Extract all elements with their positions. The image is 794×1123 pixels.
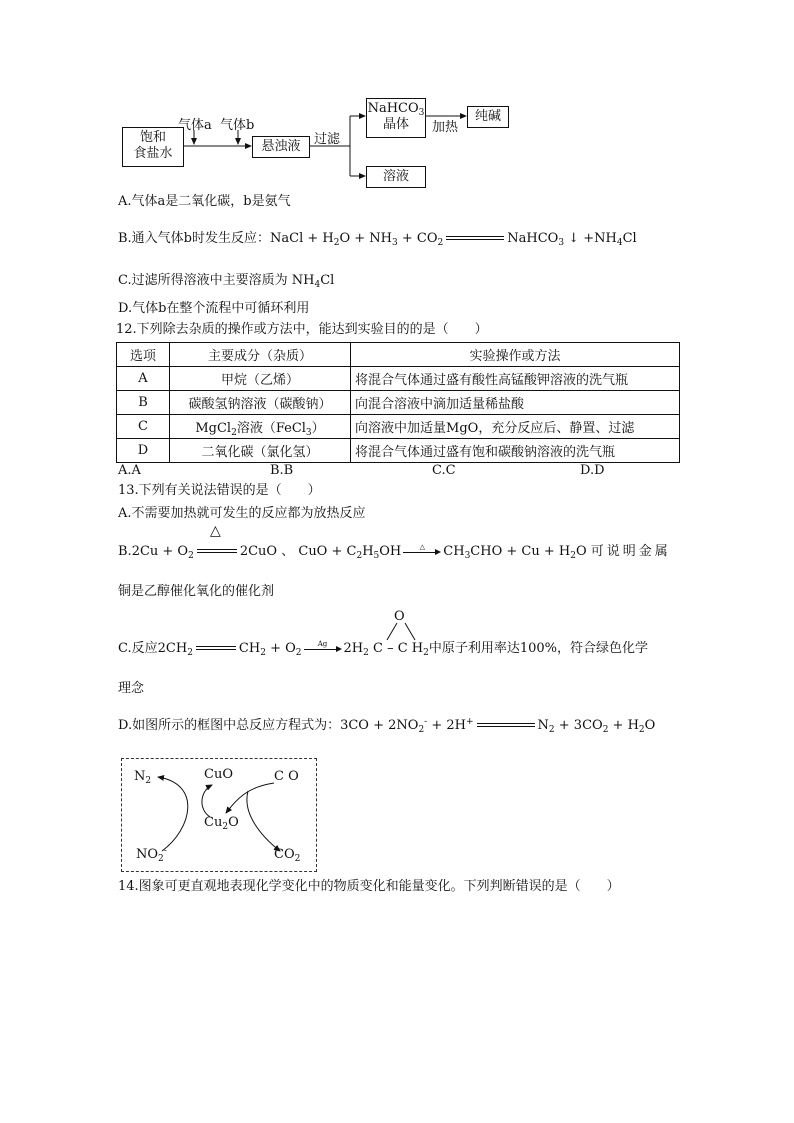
- q13-option-a: A.不需要加热就可发生的反应都为放热反应: [118, 506, 366, 521]
- q11-option-c: C.过滤所得溶液中主要溶质为 $NH_4Cl$: [118, 273, 335, 290]
- reaction-arrow: Ag: [304, 644, 342, 654]
- soda-ash-box: 纯碱: [467, 106, 509, 128]
- q13-option-b-cont: 铜是乙醇催化氧化的催化剂: [118, 584, 275, 599]
- q11-option-d: D.气体b在整个流程中可循环利用: [118, 301, 310, 316]
- gas-b-label: 气体b: [220, 118, 255, 133]
- q12-answer-d: D.D: [580, 463, 605, 478]
- equals-sign: [477, 721, 535, 731]
- no2-label: $NO_2^-$: [136, 846, 167, 864]
- svg-text:O: O: [394, 609, 405, 624]
- co2-label: $CO_2$: [274, 847, 301, 864]
- table-header-row: 选项 主要成分（杂质） 实验操作或方法: [117, 343, 680, 367]
- co-label: C O: [274, 769, 299, 784]
- heat-triangle-icon: △: [210, 523, 221, 539]
- q12-options-table: [116, 342, 680, 463]
- double-bond: [196, 644, 236, 654]
- table-row: D 二氧化碳（氯化氢） 将混合气体通过盛有饱和碳酸钠溶液的洗气瓶: [117, 439, 680, 463]
- equals-sign: [197, 547, 237, 557]
- q13-stem: 13.下列有关说法错误的是（ ）: [118, 483, 321, 498]
- filter-label: 过滤: [314, 132, 341, 147]
- q12-answer-a: A.A: [118, 463, 141, 478]
- arrow-no2-to-n2: [158, 777, 188, 851]
- q13-option-c: C.反应$2CH_2$ $CH_2 + O_2$ Ag $2H_2$ C – C $H_2$中原子利用率达100%，符合绿色化学: [118, 639, 649, 658]
- nahco3-crystal-box: NaHCO$_3$ 晶体: [366, 98, 426, 138]
- q11-option-b: B.通入气体b时发生反应：NaCl + $H_2O + NH_3 + CO_2$ NaHCO$_3$ ↓ $+NH_4Cl$: [118, 231, 637, 248]
- flow-arrows: [0, 0, 794, 200]
- heat-label: 加热: [432, 120, 459, 135]
- catalytic-cycle-diagram: [121, 758, 317, 872]
- q13-option-d: D.如图所示的框图中总反应方程式为：$3CO + 2NO_2^- + 2H^+$ $N_2 + 3CO_2 + H_2O$: [118, 717, 656, 735]
- reaction-arrow: △: [403, 547, 441, 557]
- gas-a-label: 气体a: [178, 118, 212, 133]
- q13-option-c-cont: 理念: [118, 681, 145, 696]
- q12-answer-c: C.C: [432, 463, 456, 478]
- table-row: A 甲烷（乙烯） 将混合气体通过盛有酸性高锰酸钾溶液的洗气瓶: [117, 367, 680, 391]
- solution-box: 溶液: [366, 166, 426, 188]
- q12-stem: 12.下列除去杂质的操作或方法中，能达到实验目的的是（ ）: [116, 322, 488, 337]
- cuo-label: CuO: [204, 767, 233, 782]
- cu2o-label: $Cu_2O$: [204, 815, 239, 832]
- saturated-brine-box: 饱和 食盐水: [122, 127, 184, 167]
- arrow-co-to-cu2o: [226, 783, 274, 813]
- table-row: B 碳酸氢钠溶液（碳酸钠） 向混合溶液中滴加适量稀盐酸: [117, 391, 680, 415]
- n2-label: $N_2$: [134, 769, 152, 786]
- arrow-cu2o-to-cuo: [202, 785, 212, 817]
- q12-answer-b: B.B: [270, 463, 294, 478]
- table-row: C MgCl$_2$溶液（FeCl$_3$） 向溶液中加适量MgO，充分反应后、静置、过滤: [117, 415, 680, 439]
- arrow-to-co2: [247, 791, 280, 851]
- q13-option-b: $B.2Cu + O_2$ 2CuO 、 CuO + $C_2H_5OH$ △ $CH_3CHO + Cu + H_2O$ 可说明金属: [118, 542, 671, 561]
- q11-option-a: A.气体a是二氧化碳，b是氨气: [118, 194, 291, 209]
- q14-stem: 14.图象可更直观地表现化学变化中的物质变化和能量变化。下列判断错误的是（ ）: [118, 879, 620, 894]
- suspension-box: 悬浊液: [252, 136, 310, 158]
- equals-sign: [446, 234, 504, 244]
